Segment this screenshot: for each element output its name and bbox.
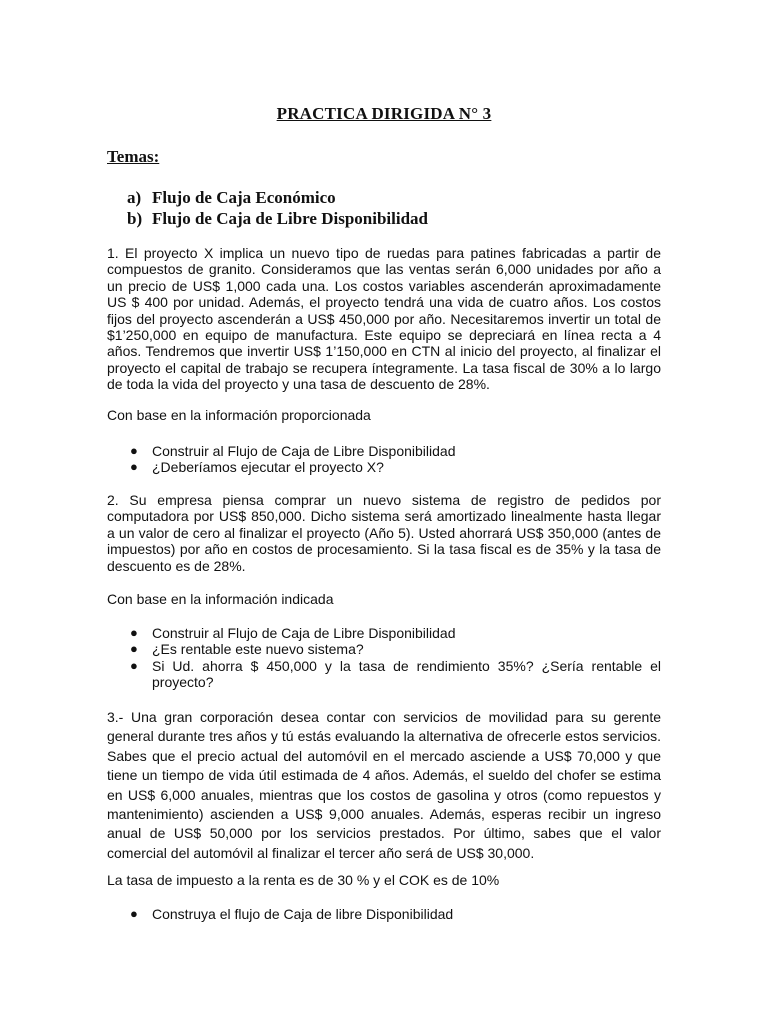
topic-text: Flujo de Caja de Libre Disponibilidad bbox=[152, 209, 428, 228]
task-item bbox=[107, 459, 661, 475]
topics-list bbox=[127, 187, 428, 229]
document-title: PRACTICA DIRIGIDA N° 3 bbox=[276, 104, 492, 123]
task-item bbox=[107, 443, 661, 459]
problem-2-statement: 2. Su empresa piensa comprar un nuevo sistema de registro de pedidos por computadora por US$ 850,000. Dicho sistema será amortizado linealmente hasta llegar a un valor de cero al finalizar el proyecto (Año 5). Usted ahorrará US$ 350,000 (antes de impuestos) por año en costos de procesamiento. Si la tasa fiscal es de 35% y la tasa de descuento es de 28%. bbox=[107, 492, 661, 574]
problem-1-lead: Con base en la información proporcionada bbox=[107, 407, 371, 423]
problem-3-lead: La tasa de impuesto a la renta es de 30 % y el COK es de 10% bbox=[107, 872, 500, 888]
bullet-icon: ● bbox=[130, 625, 138, 640]
problem-1-statement: 1. El proyecto X implica un nuevo tipo de ruedas para patines fabricadas a partir de compuestos de granito. Consideramos que las ventas serán 6,000 unidades por año a un precio de US$ 1,000 cada una. Los costos variables ascenderán aproximadamente US $ 400 por unidad. Además, el proyecto tendrá una vida de cuatro años. Los costos fijos del proyecto ascenderán a US$ 450,000 por año. Necesitaremos invertir un total de $1’250,000 en equipo de manufactura. Este equipo se depreciará en línea recta a 4 años. Tendremos que invertir US$ 1’150,000 en CTN al inicio del proyecto, al finalizar el proyecto el capital de trabajo se recupera íntegramente. La tasa fiscal de 30% a lo largo de toda la vida del proyecto y una tasa de descuento de 28%. bbox=[107, 245, 661, 393]
problem-2-lead: Con base en la información indicada bbox=[107, 591, 334, 607]
topic-marker: a) bbox=[127, 188, 142, 207]
problem-3-tasks bbox=[107, 906, 661, 922]
task-item bbox=[107, 641, 661, 657]
bullet-icon: ● bbox=[130, 906, 138, 921]
topic-text: Flujo de Caja Económico bbox=[152, 188, 336, 207]
topic-marker: b) bbox=[127, 209, 143, 228]
task-text: Construir al Flujo de Caja de Libre Disponibilidad bbox=[152, 443, 456, 459]
task-item bbox=[107, 658, 661, 691]
task-text: Construir al Flujo de Caja de Libre Disponibilidad bbox=[152, 625, 456, 641]
topic-item bbox=[127, 187, 428, 208]
task-text: ¿Deberíamos ejecutar el proyecto X? bbox=[152, 459, 384, 476]
bullet-icon: ● bbox=[130, 641, 138, 657]
task-item bbox=[107, 625, 661, 641]
bullet-icon: ● bbox=[130, 459, 138, 475]
bullet-icon: ● bbox=[130, 657, 138, 673]
bullet-icon: ● bbox=[130, 443, 138, 458]
task-text: ¿Es rentable este nuevo sistema? bbox=[152, 641, 364, 658]
task-item bbox=[107, 906, 661, 922]
problem-2-tasks bbox=[107, 625, 661, 691]
problem-3-statement: 3.- Una gran corporación desea contar con servicios de movilidad para su gerente general durante tres años y tú estás evaluando la alternativa de ofrecerle estos servicios. Sabes que el precio actual del automóvil en el mercado asciende a US$ 70,000 y que tiene un tiempo de vida útil estimada de 4 años. Además, el sueldo del chofer se estima en US$ 6,000 anuales, mientras que los costos de gasolina y otros (como repuestos y mantenimiento) ascienden a US$ 9,000 anuales. Además, esperas recibir un ingreso anual de US$ 50,000 por los servicios prestados. Por último, sabes que el valor comercial del automóvil al finalizar el tercer año será de US$ 30,000. bbox=[107, 709, 661, 861]
task-text: Si Ud. ahorra $ 450,000 y la tasa de rendimiento 35%? ¿Sería rentable el proyecto? bbox=[152, 657, 661, 691]
task-text: Construya el flujo de Caja de libre Disponibilidad bbox=[152, 906, 454, 922]
topic-item bbox=[127, 208, 428, 229]
topics-label: Temas: bbox=[107, 147, 160, 166]
problem-1-tasks bbox=[107, 443, 661, 476]
